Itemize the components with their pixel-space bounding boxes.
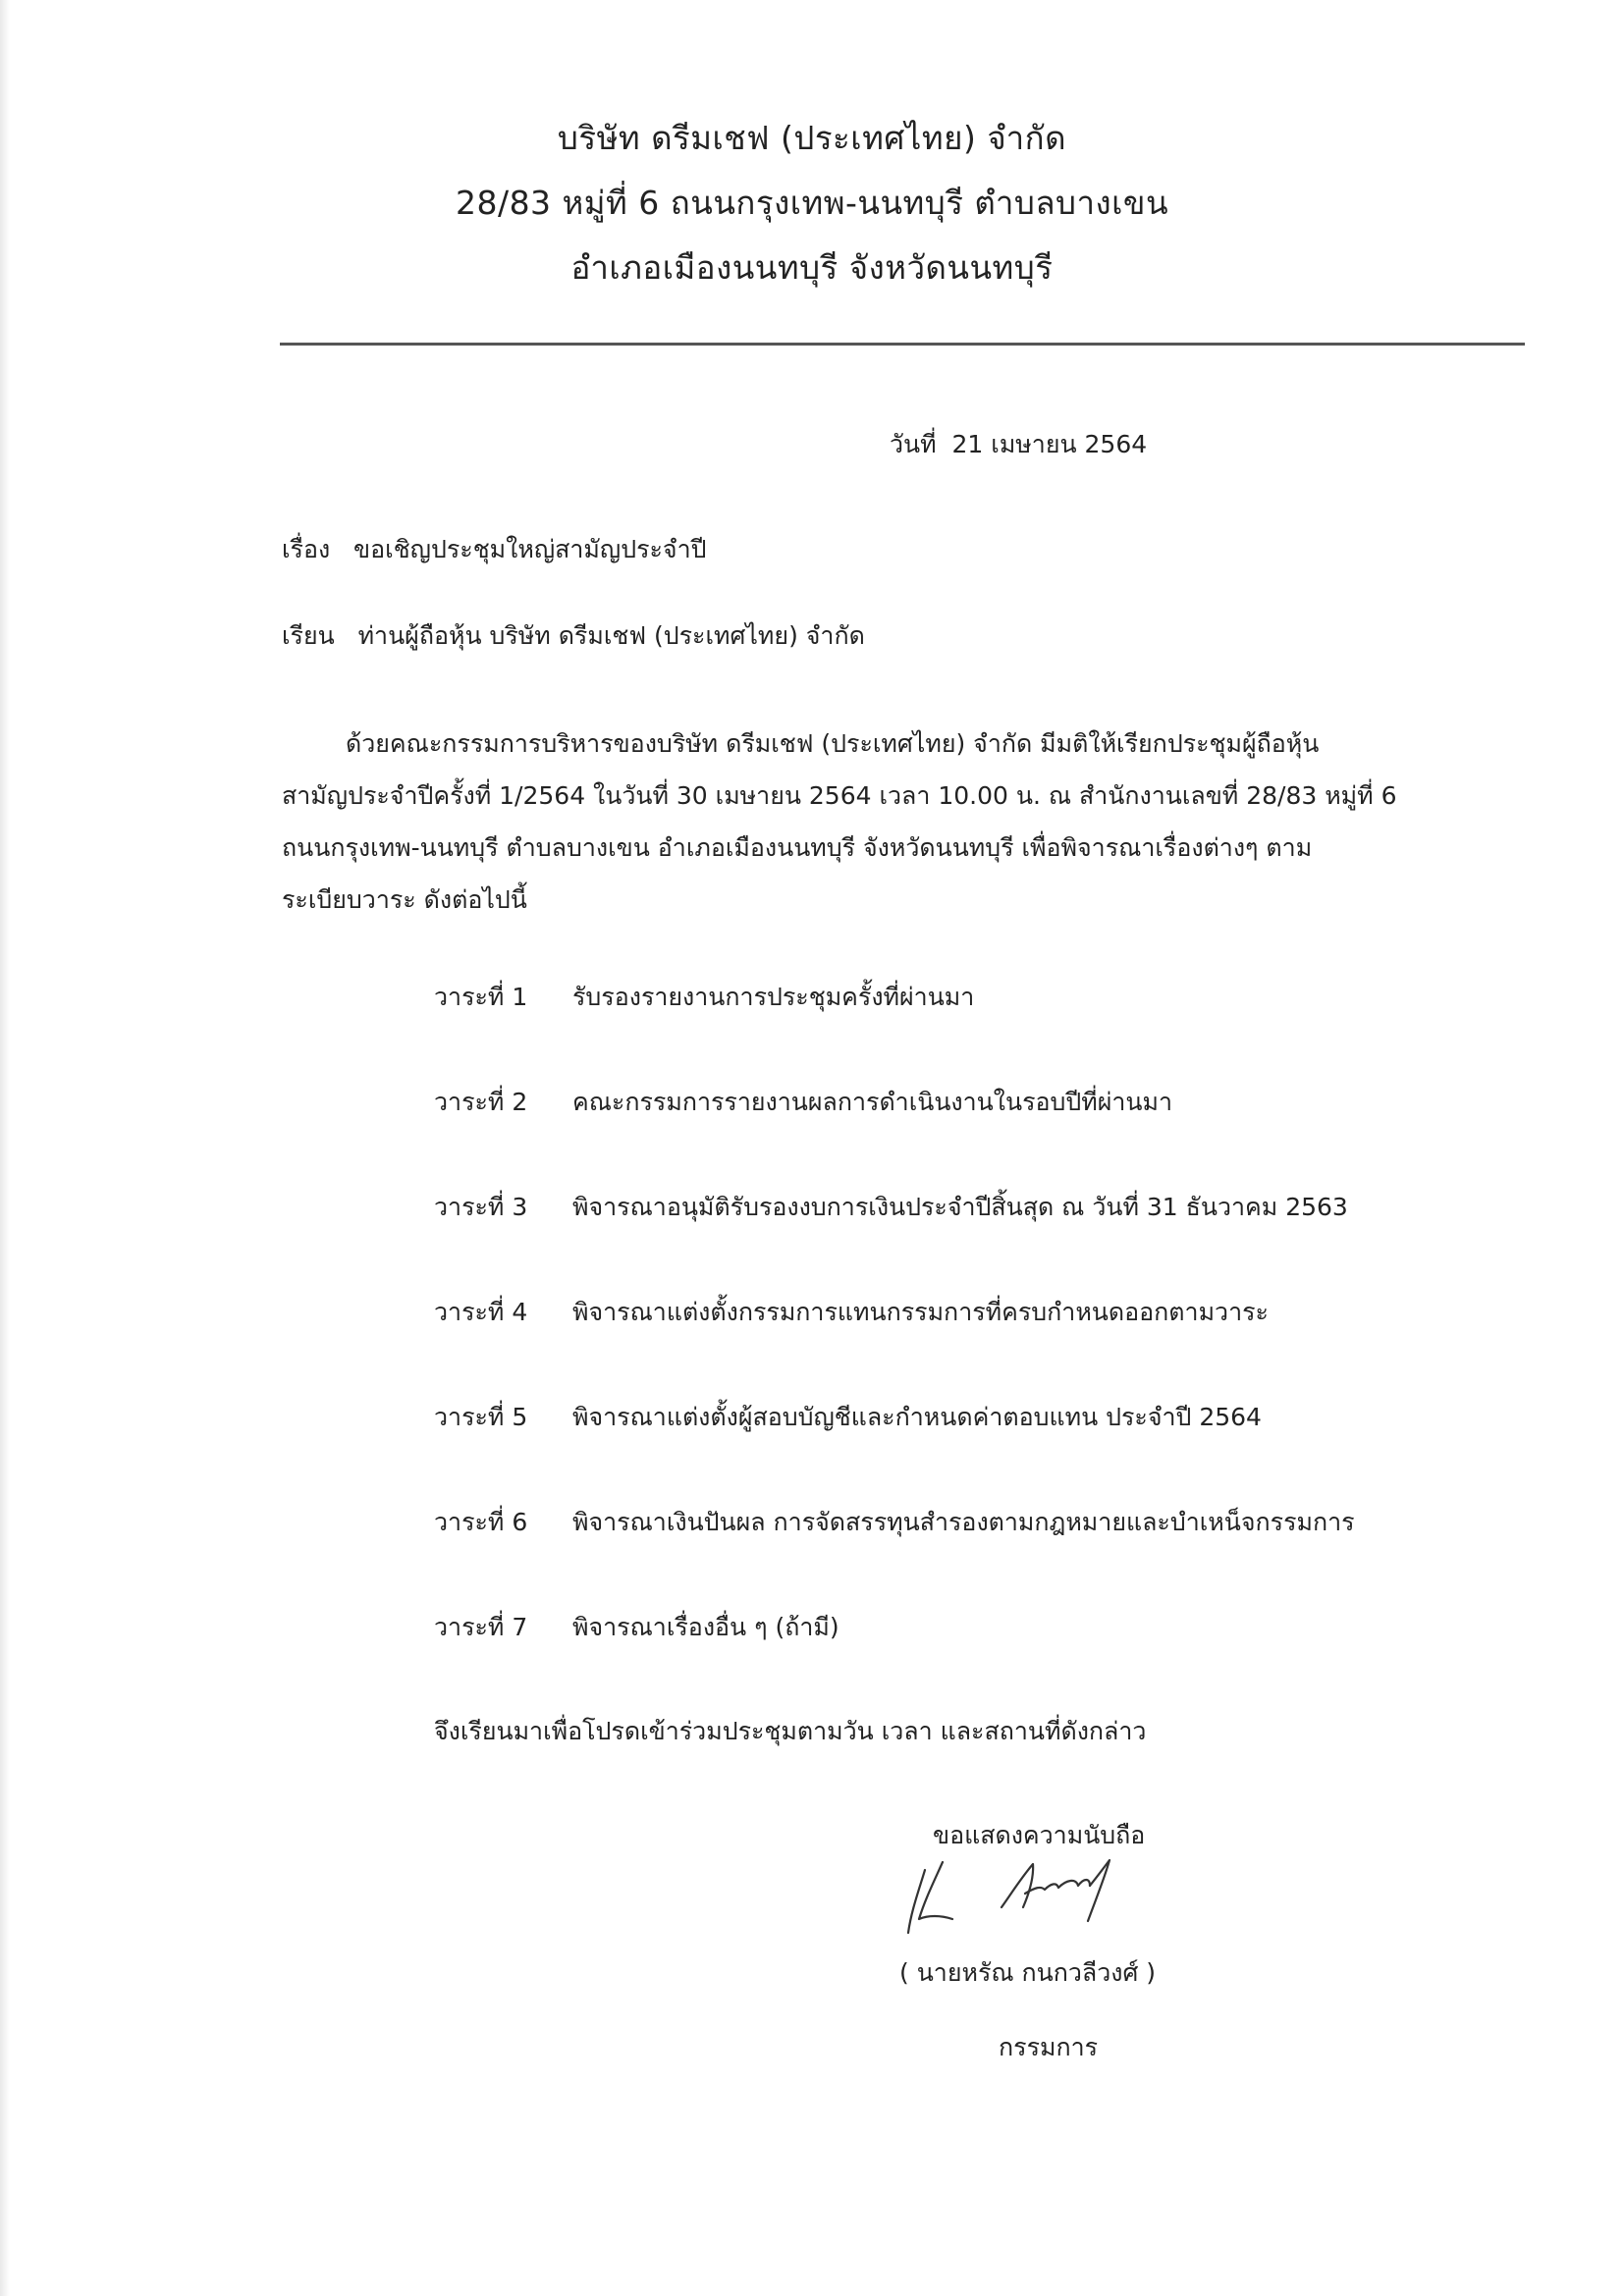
agenda-text: พิจารณาแต่งตั้งกรรมการแทนกรรมการที่ครบกำหนดออกตามวาระ: [572, 1298, 1269, 1326]
agenda-number: วาระที่ 7: [434, 1613, 528, 1641]
agenda-item-3: [434, 1188, 1348, 1219]
agenda-item-7: [434, 1608, 839, 1639]
signature-stroke: [1088, 1860, 1110, 1921]
body-line-4: ระเบียบวาระ ดังต่อไปนี้: [282, 885, 527, 914]
signature-stroke: [1001, 1864, 1033, 1907]
address-line-1: 28/83 หมู่ที่ 6 ถนนกรุงเทพ-นนทบุรี ตำบลบางเขน: [455, 184, 1169, 222]
signer-title: กรรมการ: [999, 2033, 1099, 2061]
date-label: วันที่: [890, 430, 937, 458]
date-value: 21 เมษายน 2564: [951, 430, 1148, 458]
scan-edge-shadow: [0, 0, 10, 2296]
agenda-text: พิจารณาเรื่องอื่น ๆ (ถ้ามี): [572, 1613, 839, 1641]
agenda-text: พิจารณาอนุมัติรับรองงบการเงินประจำปีสิ้นสุด ณ วันที่ 31 ธันวาคม 2563: [572, 1193, 1348, 1221]
agenda-item-5: [434, 1398, 1262, 1429]
address-line-2: อำเภอเมืองนนทบุรี จังหวัดนนทบุรี: [570, 248, 1054, 287]
agenda-item-4: [434, 1293, 1269, 1324]
signature-stroke: [908, 1870, 925, 1933]
signer-name: ( นายหรัณ กนกวลีวงศ์ ): [899, 1958, 1157, 1987]
subject-text: ขอเชิญประชุมใหญ่สามัญประจำปี: [353, 535, 707, 563]
agenda-item-2: [434, 1083, 1172, 1114]
agenda-number: วาระที่ 5: [434, 1403, 528, 1431]
salutation-text: ท่านผู้ถือหุ้น บริษัท ดรีมเชฟ (ประเทศไทย) จำกัด: [357, 621, 865, 650]
agenda-text: คณะกรรมการรายงานผลการดำเนินงานในรอบปีที่ผ่านมา: [572, 1088, 1173, 1116]
closing-regards: ขอแสดงความนับถือ: [933, 1821, 1146, 1849]
agenda-text: พิจารณาเงินปันผล การจัดสรรทุนสำรองตามกฎหมายและบำเหน็จกรรมการ: [572, 1508, 1355, 1536]
agenda-item-6: [434, 1503, 1355, 1534]
signature-stroke: [1025, 1880, 1090, 1894]
agenda-text: พิจารณาแต่งตั้งผู้สอบบัญชีและกำหนดค่าตอบแทน ประจำปี 2564: [572, 1403, 1262, 1431]
agenda-text: รับรองรายงานการประชุมครั้งที่ผ่านมา: [572, 983, 975, 1011]
body-line-3: ถนนกรุงเทพ-นนทบุรี ตำบลบางเขน อำเภอเมืองนนทบุรี จังหวัดนนทบุรี เพื่อพิจารณาเรื่องต่างๆ ตาม: [282, 833, 1313, 862]
body-line-2: สามัญประจำปีครั้งที่ 1/2564 ในวันที่ 30 เมษายน 2564 เวลา 10.00 น. ณ สำนักงานเลขที่ 28/83 หมู่ที่ 6: [282, 781, 1397, 810]
salutation-line: [282, 616, 865, 656]
salutation-label: เรียน: [282, 621, 335, 650]
body-line-1: ด้วยคณะกรรมการบริหารของบริษัท ดรีมเชฟ (ประเทศไทย) จำกัด มีมติให้เรียกประชุมผู้ถือหุ้น: [346, 729, 1320, 758]
agenda-item-1: [434, 978, 974, 1009]
agenda-number: วาระที่ 6: [434, 1508, 528, 1536]
agenda-number: วาระที่ 1: [434, 983, 528, 1011]
signature-image: [903, 1850, 1198, 1939]
letterhead-divider: [280, 343, 1525, 346]
date-line: [890, 425, 1147, 464]
agenda-number: วาระที่ 4: [434, 1298, 528, 1326]
agenda-number: วาระที่ 2: [434, 1088, 528, 1116]
subject-label: เรื่อง: [282, 535, 331, 563]
company-name: บริษัท ดรีมเชฟ (ประเทศไทย) จำกัด: [557, 119, 1067, 157]
agenda-number: วาระที่ 3: [434, 1193, 528, 1221]
subject-line: [282, 530, 706, 569]
closing-sentence: จึงเรียนมาเพื่อโปรดเข้าร่วมประชุมตามวัน เวลา และสถานที่ดังกล่าว: [434, 1717, 1147, 1745]
